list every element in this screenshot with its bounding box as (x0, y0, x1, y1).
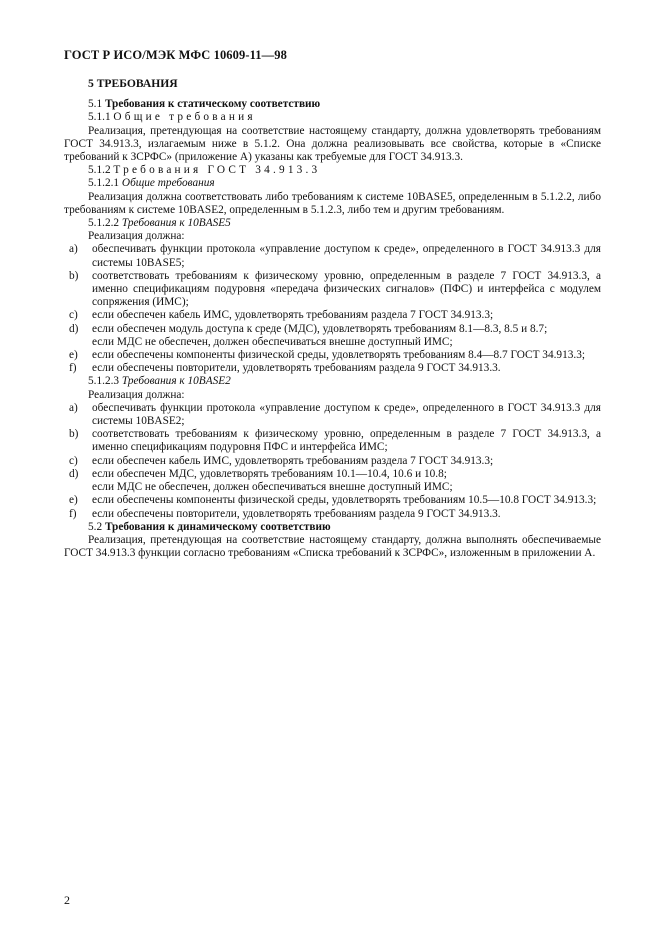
section-5-1-2-3-heading (64, 375, 601, 388)
list-item (64, 428, 601, 454)
list-item-text: если обеспечен кабель ИМС, удовлетворять требованиям раздела 7 ГОСТ 34.913.3; (92, 309, 494, 322)
section-5-1-2-1-text: Реализация должна соответствовать либо требованиям к системе 10BASE5, определенным в 5.1.2.2, либо требованиям к системе 10BASE2, определенным в 5.1.2.3, либо тем и другим требованиям. (64, 190, 601, 216)
section-5-1-heading (64, 98, 601, 111)
section-5-1-2-1-heading (64, 177, 601, 190)
list-item (64, 508, 601, 521)
list-item-continuation (64, 336, 601, 349)
list-item (64, 243, 601, 269)
section-5-1-2-1-number: 5.1.2.1 (88, 177, 120, 190)
section-5-1-2-2-number: 5.1.2.2 (88, 217, 120, 230)
section-5-1-number: 5.1 (88, 98, 103, 111)
list-marker: c) (69, 309, 78, 322)
list-item (64, 468, 601, 481)
section-5-1-2-1-title: Общие требования (121, 177, 215, 190)
section-5-2-number: 5.2 (88, 520, 103, 533)
list-marker: f) (69, 362, 77, 375)
list-marker: d) (69, 467, 79, 480)
list-marker: f) (69, 507, 77, 520)
section-5-1-2-3-list (64, 402, 601, 521)
list-item-text: обеспечивать функции протокола «управление доступом к среде», определенного в ГОСТ 34.913.3 для системы 10BASE5; (92, 243, 601, 269)
list-item-text: если обеспечены повторители, удовлетворять требованиям раздела 9 ГОСТ 34.913.3. (92, 507, 501, 520)
list-item-text: если обеспечены повторители, удовлетворять требованиям раздела 9 ГОСТ 34.913.3. (92, 362, 501, 375)
list-item (64, 349, 601, 362)
list-item-text: если обеспечен МДС, удовлетворять требованиям 10.1—10.4, 10.6 и 10.8; (92, 467, 447, 480)
list-item (64, 402, 601, 428)
section-5-2-heading (64, 521, 601, 534)
list-marker: d) (69, 322, 79, 335)
list-item-text: соответствовать требованиям к физическому уровню, определенным в разделе 7 ГОСТ 34.913.3, а именно спецификациям подуровня «передача физических сигналов» (ПФС) и интерфейса с модулем сопряжения (ИМС); (92, 269, 601, 309)
list-marker: b) (69, 428, 79, 441)
section-5-2-text: Реализация, претендующая на соответствие настоящему стандарту, должна выполнять обеспечиваемые ГОСТ 34.913.3 функции согласно требованиям «Списка требований к ЗСРФС», изложенным в приложении А. (64, 533, 601, 560)
document-header: ГОСТ Р ИСО/МЭК МФС 10609-11—98 (64, 48, 287, 62)
section-5-2-title: Требования к динамическому соответствию (104, 520, 331, 533)
list-item-text: если обеспечен кабель ИМС, удовлетворять требованиям раздела 7 ГОСТ 34.913.3; (92, 454, 494, 467)
list-marker: b) (69, 269, 79, 282)
list-item (64, 270, 601, 310)
list-marker: e) (69, 349, 78, 362)
section-5-1-2-number: 5.1.2 (88, 164, 111, 177)
section-5-1-title: Требования к статическому соответствию (104, 98, 321, 111)
list-marker (64, 481, 92, 494)
list-item (64, 455, 601, 468)
list-item-text: соответствовать требованиям к физическому уровню, определенным в разделе 7 ГОСТ 34.913.3, а именно спецификациям подуровня ПФС и интерфейса ИМС; (92, 428, 601, 454)
section-5-1-2-2-heading (64, 217, 601, 230)
list-marker (64, 336, 92, 349)
list-marker: c) (69, 454, 78, 467)
section-5-1-2-2-intro: Реализация должна: (88, 230, 185, 243)
section-5-1-2-2-title: Требования к 10BASE5 (121, 217, 231, 230)
section-5-1-2-2-list (64, 243, 601, 375)
list-item (64, 362, 601, 375)
list-item-text: если обеспечены компоненты физической среды, удовлетворять требованиям 10.5—10.8 ГОСТ 34.913.3; (92, 494, 597, 507)
list-item-text: если МДС не обеспечен, должен обеспечиваться внешне доступный ИМС; (92, 481, 453, 494)
section-5-1-2-3-intro: Реализация должна: (88, 388, 185, 401)
list-item (64, 323, 601, 336)
list-marker: a) (69, 401, 78, 414)
section-5-1-1-number: 5.1.1 (88, 111, 111, 124)
page-number: 2 (64, 893, 70, 907)
section-5-1-2-3-number: 5.1.2.3 (88, 375, 120, 388)
list-item (64, 309, 601, 322)
list-item-text: если МДС не обеспечен, должен обеспечиваться внешне доступный ИМС; (92, 335, 453, 348)
document-body (64, 77, 601, 560)
list-item-text: если обеспечены компоненты физической среды, удовлетворять требованиям 8.4—8.7 ГОСТ 34.913.3; (92, 349, 585, 362)
list-item (64, 494, 601, 507)
list-marker: a) (69, 243, 78, 256)
list-item-text: если обеспечен модуль доступа к среде (МДС), удовлетворять требованиям 8.1—8.3, 8.5 и 8.7; (92, 322, 548, 335)
list-item-text: обеспечивать функции протокола «управление доступом к среде», определенного в ГОСТ 34.913.3 для системы 10BASE2; (92, 401, 601, 428)
list-marker: e) (69, 494, 78, 507)
section-5-1-2-heading (64, 164, 601, 177)
section-5-1-1-text: Реализация, претендующая на соответствие настоящему стандарту, должна удовлетворять требованиям ГОСТ 34.913.3, излагаемым ниже в 5.1.2. Она должна реализовывать все свойства, которые в «Списке требований к ЗСРФС» (приложение А) указаны как требуемые для ГОСТ 34.913.3. (64, 124, 601, 164)
section-5-1-1-heading (64, 111, 601, 124)
section-5-1-2-title: Требования ГОСТ 34.913.3 (113, 164, 321, 177)
section-5-1-1-title: Общие требования (113, 111, 256, 124)
list-item-continuation (64, 481, 601, 494)
section-5-1-2-3-title: Требования к 10BASE2 (121, 375, 231, 388)
section-5-title: 5 ТРЕБОВАНИЯ (88, 77, 178, 90)
